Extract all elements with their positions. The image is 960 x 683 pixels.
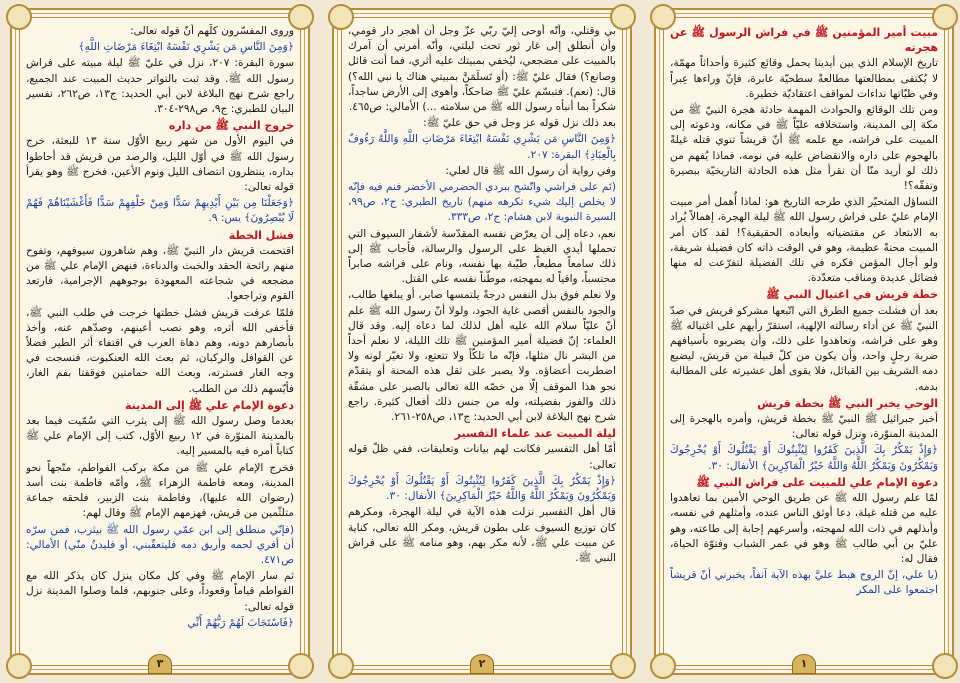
paragraph: نعم، دعاه إلى أن يعرّض نفسه المقدّسة لأشفار السيوف التي تحملها أيدي الغيظ على الرسول والرسالة، فأجاب ﷺ إلى ذلك سامعاً مطيعاً، طيّبة بها نفسه، ونام على فراشه صابراً محتسباً، واقياً له بمهجته، موطّناً نفسه على القتل.: [348, 227, 616, 286]
page-panel-middle: [332, 8, 632, 675]
paragraph: التساؤل المتحيّر الذي طرحه التاريخ هو: لماذا أُهمل أمر مبيت الإمام عليّ على فراش رسول الله ﷺ ليلة الهجرة، إهمالاً يُراد به الابتعاد عن مقتضياته وأبعاده الحقيقية؟! لقد كان أمر المبيت محنةً عظيمة، وهو في الوقت ذاته كان فضيلة شريفة، ولو أجال المؤمن فكره في تلك الفضيلة لتفرّعت له منها فضائل عديدة ومناقب متعدّدة.: [670, 196, 938, 285]
page-text-right: [670, 24, 938, 647]
page-number: ٢: [470, 654, 494, 674]
quote-text: ﴿وَمِنَ النَّاسِ مَن يَشْرِي نَفْسَهُ ابْتِغَاءَ مَرْضَاتِ اللَّهِ وَاللَّهُ رَءُوفٌ بِالْعِبَادِ﴾ البقرة: ٢٠٧.: [348, 133, 616, 161]
paragraph: فلمّا عرفت قريش فشل خطتها خرجت في طلب النبي ﷺ، فأخفى الله أثره، وهو نصب أعينهم، وصدّهم عنه، وأخذ بأبصارهم دونه، وهم دهاة العرب في اقتفاء أثر الطير فضلاً عن القوافل والركبان، ثم بعث الله العنكبوت، فنسجت في وجه الغار فسترته، وبعث الله حمامتين فوقفتا بفم الغار، فأيّسهم ذلك من الطلب.: [26, 306, 294, 395]
quote-text: (يا علي، إنّ الروح هبط عليَّ بهذه الآية آنفاً، يخبرني أنّ قريشاً اجتمعوا على المكر: [670, 569, 938, 597]
section-heading: خطة قريش في اغتيال النبي ﷺ: [766, 288, 938, 302]
quote-text: (نَم على فراشي واتّشح ببردي الحضرمي الأخضر فنم فيه فإنّه لا يخلص إليك شيء تكرهه منهم) تاريخ الطبري: ج٢، ص٩٩، السيرة النبوية لابن هشام: ج٢، ص٣٣٣.: [348, 181, 616, 224]
section-heading: مبيت أمير المؤمنين ﷺ في فراش الرسول ﷺ عن هجرته: [670, 26, 938, 55]
paragraph: تاريخ الإسلام الذي بين أيدينا يحمل وقائع كثيرة وأحداثاً مهمّة، لا يُكتفى بمطالعتها مطالعةً سطحيّة عابرة، فإنّ وراءها عِبراً وفي طيّاتها نداءات لمواقف اعتقاديّة خطيرة.: [670, 57, 938, 100]
corner-ornament: [6, 653, 32, 679]
page-text-middle: [348, 24, 616, 647]
section-heading: دعوة الإمام علي للمبيت على فراش النبي ﷺ: [696, 475, 938, 489]
section-heading: ليلة المبيت عند علماء التفسير: [454, 427, 616, 441]
section-heading: فشل الخطة: [228, 228, 294, 242]
section-heading: خروج النبي ﷺ من داره: [168, 119, 294, 133]
corner-ornament: [932, 653, 958, 679]
section-heading: الوحي يخبر النبي ﷺ بخطة قريش: [757, 396, 938, 410]
corner-ornament: [288, 653, 314, 679]
paragraph: أمّا أهل التفسير فكانت لهم بيانات وتعليقات، ففي ظلّ قوله تعالى:: [348, 443, 616, 471]
page-panel-right: [654, 8, 954, 675]
quote-text: ﴿وَمِنَ النَّاسِ مَن يَشْرِي نَفْسَهُ ابْتِغَاءَ مَرْضَاتِ اللَّهِ﴾: [78, 41, 294, 54]
paragraph: بعدما وصل رسول الله ﷺ إلى يثرب التي سُمّيت فيما بعد بالمدينة المنوّرة في ١٢ ربيع الأوّل، كتب إلى الإمام علي ﷺ كتاباً أمره فيه بالمسير إليه.: [26, 415, 294, 458]
corner-ornament: [610, 653, 636, 679]
paragraph: اقتحمت قريش دار النبيّ ﷺ، وهم شاهرون سيوفهم، وتفوح منهم رائحة الحقد والخبث والدناءة، فنهض الإمام علي ﷺ من مضجعه في شجاعته المعهودة بوجوههم الإجرامية، فارتعد القوم وتراجعوا.: [26, 244, 294, 303]
paragraph: قال أهل التفسير نزلت هذه الآية في ليلة الهجرة، ومكرهم كان توزيع السيوف على بطون قريش، ومكر الله تعالى، كناية عن مبيت علي ﷺ، لأنه مكر بهم، وهو منامه ﷺ على فراش النبي ﷺ.: [348, 506, 616, 564]
page-number: ٣: [148, 654, 172, 674]
paragraph: بعد أن فشلت جميع الطرق التي اتّبعها مشركو قريش في صدّ النبيّ ﷺ عن أداء رسالته الإلهية، استقرّ رأيهم على اغتياله ﷺ وهو على فراشه، وتعاهدوا على ذلك، وأن يضربوه بأسيافهم ضربة رجلٍ واحد، وأن يكون من كلّ قبيلة من قريش، ليضيع دمه الشريف بين القبائل، فلا يقوى أهل عشيرته على المطالبة بدمه.: [670, 304, 938, 393]
section-heading: دعوة الإمام علي ﷺ إلى المدينة: [124, 398, 294, 412]
paragraph: بي وقتلي، وأنّه أوحى إليّ ربّي عزّ وجل أن أهجر دار قومي، وأن أنطلق إلى غار ثور تحت ليلتي، وأنّه أمرني أن آمرك بالمبيت على مضجعي، ليُخفي بمبيتك عليه أثري، فما أنت قائل وصانع؟) فقال عليّ ﷺ: (أو تَسلَمَنَّ بمبيتي هناك يا نبي الله؟) قال: (نعم). فتبسّم عليّ ﷺ ضاحكاً، وأهوى إلى الأرض ساجداً، شكراً بما أنبأه رسول الله ﷺ من سلامته ...) الأمالي: ص٤٦٥.: [348, 25, 616, 114]
quote-text: (فإنّي منطلق إلى ابن عمّي رسول الله ﷺ بيثرب، فمن سرّه أن أفري لحمه وأريق دمه فليتعقّبني، أو فليدنُ منّي) الأمالي: ص٤٧١.: [26, 523, 294, 566]
quote-text: ﴿وَإِذْ يَمْكُرُ بِكَ الَّذِينَ كَفَرُوا لِيُثْبِتُوكَ أَوْ يَقْتُلُوكَ أَوْ يُخْرِجُوكَ وَيَمْكُرُونَ وَيَمْكُرُ اللَّهُ وَاللَّهُ خَيْرُ الْمَاكِرِينَ﴾ الأنفال: ٣٠.: [348, 474, 616, 503]
corner-ornament: [328, 653, 354, 679]
page-number: ١: [792, 654, 816, 674]
quote-text: ﴿وَإِذْ يَمْكُرُ بِكَ الَّذِينَ كَفَرُوا لِيُثْبِتُوكَ أَوْ يَقْتُلُوكَ أَوْ يُخْرِجُوكَ وَيَمْكُرُونَ وَيَمْكُرُ اللَّهُ وَاللَّهُ خَيْرُ الْمَاكِرِينَ﴾ الأنفال: ٣٠.: [670, 444, 938, 472]
paragraph: لمّا علم رسول الله ﷺ عن طريق الوحي الأمين بما تعاهدوا عليه من قتله غيلة، دعا أوثق الناس عنده، وأمثلهم في نفسه، وأبذلهم في ذات الله لمهجته، وأسرعهم إجابة إلى طاعته، وهو عليّ بن أبي طالب ﷺ وهو في عمر الشباب وفتوّة الحياة، فقال له:: [670, 492, 938, 565]
paragraph: وفي رواية أن رسول الله ﷺ قال لعلي:: [445, 164, 616, 177]
paragraph: في اليوم الأول من شهر ربيع الأوّل سنة ١٣ للبعثة، خرج رسول الله ﷺ في أوّل الليل، والرصد من قريش قد أحاطوا بداره، ينتظرون انتصاف الليل ونوم الأعين، فخرج ﷺ وهو يقرأ قوله تعالى:: [26, 135, 294, 194]
paragraph: سورة البقرة: ٢٠٧، نزل في عليّ ﷺ ليلة مبيته على فراش رسول الله ﷺ. وقد ثبت بالتواتر حديث المبيت عند الجميع، راجع شرح نهج البلاغة لابن أبي الحديد: ج١٣، ص٢٦٢، تفسير البيان للطبري: ج٩، ص٢٩٨-٣٠٤.: [26, 57, 294, 116]
paragraph: أخبر جبرائيل ﷺ النبيّ ﷺ بخطة قريش، وأمره بالهجرة إلى المدينة المنوّرة، ونزل قوله تعالى:: [670, 413, 938, 441]
paragraph: فخرج الإمام علي ﷺ من مكة بركب الفواطم، متّجهاً نحو المدينة، ومعه فاطمة الزهراء ﷺ، وأمّه فاطمة بنت أسد (رضوان الله عليها)، وفاطمة بنت الزبير، فلحقه جماعة متلثّمين من قريش، فهزمهم الإمام ﷺ وقال لهم:: [26, 461, 294, 520]
corner-ornament: [650, 653, 676, 679]
quote-text: ﴿فَاسْتَجَابَ لَهُمْ رَبُّهُمْ أَنِّي: [187, 616, 294, 629]
paragraph: ومن تلك الوقائع والحوادث المهمة حادثة هجرة النبيّ ﷺ من مكة إلى المدينة، واستخلافه عليّاً ﷺ في مكانه، ودعوته إلى المبيت على فراشه، مع علمه ﷺ أنّ قريشاً تنوي قتله غيلةً بالهجوم على داره والانقضاض عليه في نومه، فماذا يُفهم من ذلك لو أريد منّا أن نقرأ مثل هذه الحادثة التاريخيّة ببصيرة وتفقّه؟!: [670, 104, 938, 193]
paragraph: وروى المفسّرون كلّهم أنّ قوله تعالى:: [130, 25, 294, 37]
paragraph: ثم سار الإمام ﷺ وفي كل مكان ينزل كان يذكر الله مع الفواطم قياماً وقعوداً، وعلى جنوبهم، فلما وصلوا المدينة نزل قوله تعالى:: [26, 570, 294, 613]
page-text-left: [26, 24, 294, 647]
paragraph: بعد ذلك نزل قوله عز وجل في حق عليّ ﷺ:: [423, 117, 616, 130]
page-panel-left: [10, 8, 310, 675]
quote-text: ﴿وَجَعَلْنَا مِن بَيْنِ أَيْدِيهِمْ سَدًّا وَمِنْ خَلْفِهِمْ سَدًّا فَأَغْشَيْنَاهُمْ فَهُمْ لَا يُبْصِرُونَ﴾ يس: ٩.: [26, 197, 294, 225]
paragraph: ولا نعلم فوق بذل النفس درجةً يلتمسها صابر، أو يبلغها طالب، والجود بالنفس أقصى غاية الجود، ولولا أنّ رسول الله ﷺ علم أنّ عليّاً سلام الله عليه أهل لذلك لما دعاه إليه. وقد قال العلماء: إنّ فضيلة أمير المؤمنين ﷺ تلك الليلة، لا نعلم أحداً من البشر نال مثلها، فإنّه ما تلكّأ ولا تتعتع، ولا تغيّر لونه ولا اضطربت أعضاؤه. ولا يصبر على ثقل هذه المحنة أو يتقدّم نحو هذا الموقف إلّا من خصّه الله تعالى بالصبر على مشقّة ذلك والفوز بفضيلته، وله من جنس ذلك أفعال كثيرة. راجع شرح نهج البلاغة لابن أبي الحديد: ج١٣، ص٢٥٨-٢٦١.: [348, 289, 616, 424]
